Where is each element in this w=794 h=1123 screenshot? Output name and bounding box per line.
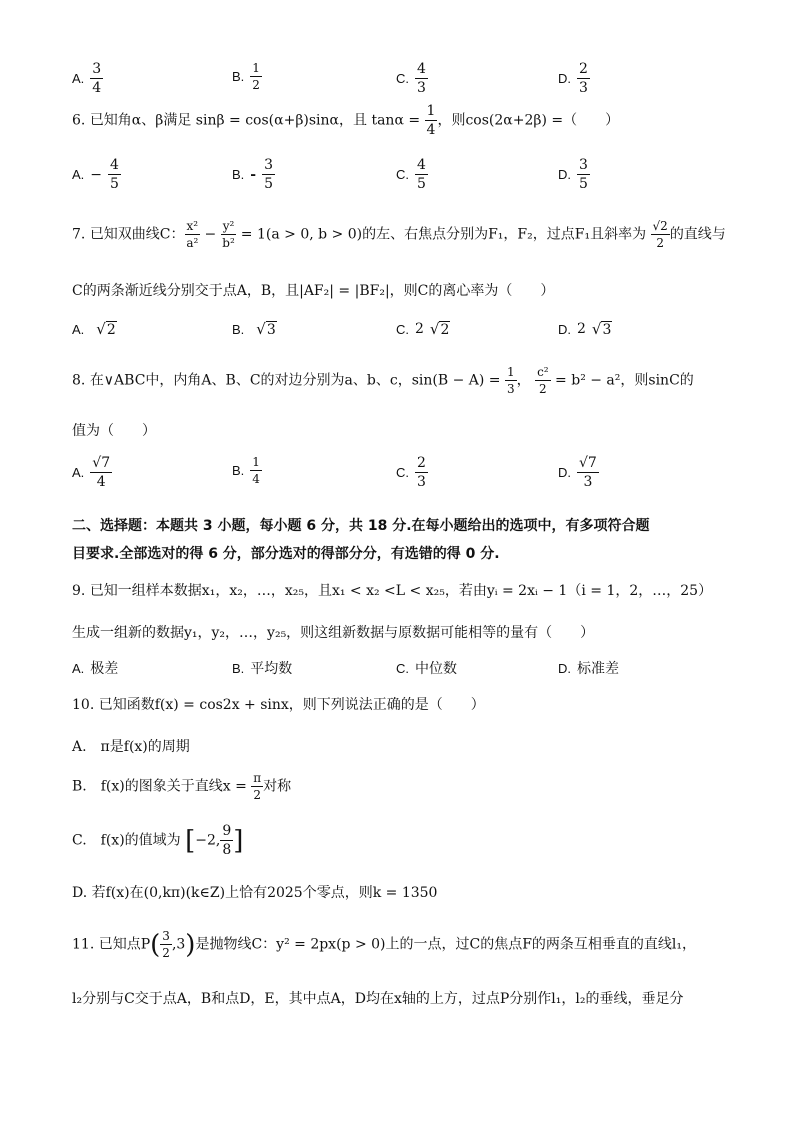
fraction: $\frac{3}{5}$ (264, 157, 274, 192)
q5-option-b[interactable] (232, 62, 262, 91)
q9-option-c[interactable]: C. 中位数 (396, 660, 457, 677)
section-2-heading: 二、选择题：本题共 3 小题，每小题 6 分，共 18 分.在每小题给出的选项中，有多项符合题 目要求.全部选对的得 6 分，部分选对的得部分分，有选错的得 0 分. (72, 518, 650, 562)
fraction: $\frac{3}{4}$ (92, 61, 102, 96)
q8-options (72, 456, 732, 496)
fraction: $\frac{2}{3}$ (579, 61, 588, 96)
q9-option-d[interactable]: D. 标准差 (558, 660, 619, 677)
sqrt: √ 2 (429, 320, 450, 338)
q9-stem-line1: 9. 已知一组样本数据x₁，x₂，…，x₂₅，且x₁ < x₂ <L < x₂₅，若由yᵢ = 2xᵢ − 1（i = 1，2，…，25） (72, 583, 713, 599)
sqrt: √ 3 (256, 320, 276, 338)
q9-option-a[interactable]: A. 极差 (72, 660, 119, 677)
q7-stem-line1: 7. 已知双曲线C： $\frac{\text{x²}}{\text{a²}}$ − $\frac{\text{y²}}{\text{b²}}$ = 1(a > 0, b > 0)的左、右焦点分别为F₁，F₂，过点F₁且斜率为 $\frac{√2}{2}$ 的直线与 (72, 219, 726, 250)
q8-option-a[interactable]: A. $\frac{√7}{4}$ (72, 455, 111, 490)
fraction: $\frac{\text{x²}}{\text{a²}}$ (186, 219, 199, 250)
q7-option-d[interactable]: D. 2 √ 3 (558, 320, 612, 338)
fraction: $\frac{√7}{3}$ (579, 455, 597, 490)
fraction: $\frac{1}{4}$ (252, 455, 260, 486)
q7-option-c[interactable]: C. 2 √ 2 (396, 320, 450, 338)
fraction: $\frac{3}{2}$ (162, 929, 170, 960)
q7-option-a[interactable]: A. √ 2 (72, 320, 116, 338)
q10-option-a[interactable]: A. π是f(x)的周期 (72, 739, 190, 755)
q9-options (72, 658, 732, 698)
option-label: A. (72, 71, 85, 86)
q5-option-d[interactable] (558, 62, 590, 95)
q7-stem-line2: C的两条渐近线分别交于点A，B，且|AF₂| = |BF₂|，则C的离心率为（ ） (72, 283, 555, 299)
fraction: $\frac{1}{4}$ (426, 103, 436, 138)
q6-options (72, 158, 732, 198)
fraction: $\frac{4}{5}$ (110, 157, 119, 192)
fraction: $\frac{2}{3}$ (417, 455, 426, 490)
fraction: $\frac{1}{2}$ (252, 61, 260, 92)
q8-stem-line1: 8. 在∨ABC中，内角A、B、C的对边分别为a、b、c，sin(B − A) = $\frac{1}{3}$ ， $\frac{\text{c²}}{2}$ = b² − a²，则sinC的 (72, 365, 694, 396)
q6-option-d[interactable]: D. $\frac{3}{5}$ (558, 157, 588, 192)
q5-option-c[interactable] (396, 62, 428, 95)
q7-option-b[interactable]: B. √ 3 (232, 320, 276, 338)
fraction: $\frac{4}{3}$ (417, 61, 426, 96)
sqrt: √ 3 (591, 320, 612, 338)
q6-option-b[interactable]: B. - $\frac{3}{5}$ (232, 157, 274, 192)
q10-option-b[interactable]: B. f(x)的图象关于直线x = $\frac{\pi}{2}$ 对称 (72, 771, 292, 802)
fraction: $\frac{1}{3}$ (506, 365, 515, 396)
q11-stem-line1: 11. 已知点P( $\frac{3}{2}$ ,3)是抛物线C：y² = 2px(p > 0)上的一点，过C的焦点F的两条互相垂直的直线l₁， (72, 929, 697, 960)
fraction: $\frac{4}{5}$ (417, 157, 426, 192)
option-label: B. (232, 69, 245, 84)
fraction: $\frac{√2}{2}$ (652, 219, 668, 250)
fraction: $\frac{√7}{4}$ (92, 455, 111, 490)
q5-option-a[interactable] (72, 62, 103, 95)
q6-option-a[interactable]: A. − $\frac{4}{5}$ (72, 157, 119, 192)
fraction: $\frac{3}{5}$ (579, 157, 588, 192)
q8-option-b[interactable]: B. $\frac{1}{4}$ (232, 455, 260, 486)
fraction: $\frac{\text{c²}}{2}$ (537, 365, 549, 396)
q10-option-c[interactable]: C. f(x)的值域为 [−2, $\frac{9}{8}$ ] (72, 823, 244, 858)
sqrt: √ 2 (96, 320, 116, 338)
q8-option-d[interactable]: D. $\frac{√7}{3}$ (558, 455, 597, 490)
q11-stem-line2: l₂分别与C交于点A，B和点D，E，其中点A，D均在x轴的上方，过点P分别作l₁，l₂的垂线，垂足分 (72, 991, 684, 1007)
q9-option-b[interactable]: B. 平均数 (232, 660, 293, 677)
q10-stem: 10. 已知函数f(x) = cos2x + sinx，则下列说法正确的是（ ） (72, 697, 485, 713)
q6-stem: 6. 已知角α、β满足 sinβ = cos(α+β)sinα，且 tanα = $\frac{1}{4}$ ，则cos(2α+2β) =（ ） (72, 103, 620, 138)
fraction: $\frac{\text{y²}}{\text{b²}}$ (222, 219, 235, 250)
q7-options (72, 320, 732, 360)
option-label: D. (558, 71, 571, 86)
q6-option-c[interactable]: C. $\frac{4}{5}$ (396, 157, 426, 192)
q9-stem-line2: 生成一组新的数据y₁，y₂，…，y₂₅，则这组新数据与原数据可能相等的量有（ ） (72, 625, 595, 641)
q10-option-d[interactable]: D. 若f(x)在(0,kπ)(k∈Z)上恰有2025个零点，则k = 1350 (72, 885, 438, 901)
option-label: C. (396, 71, 409, 86)
fraction: $\frac{\pi}{2}$ (253, 771, 262, 802)
q8-option-c[interactable]: C. $\frac{2}{3}$ (396, 455, 426, 490)
fraction: $\frac{9}{8}$ (222, 823, 232, 858)
q8-stem-line2: 值为（ ） (72, 423, 156, 439)
q5-options (72, 62, 732, 102)
